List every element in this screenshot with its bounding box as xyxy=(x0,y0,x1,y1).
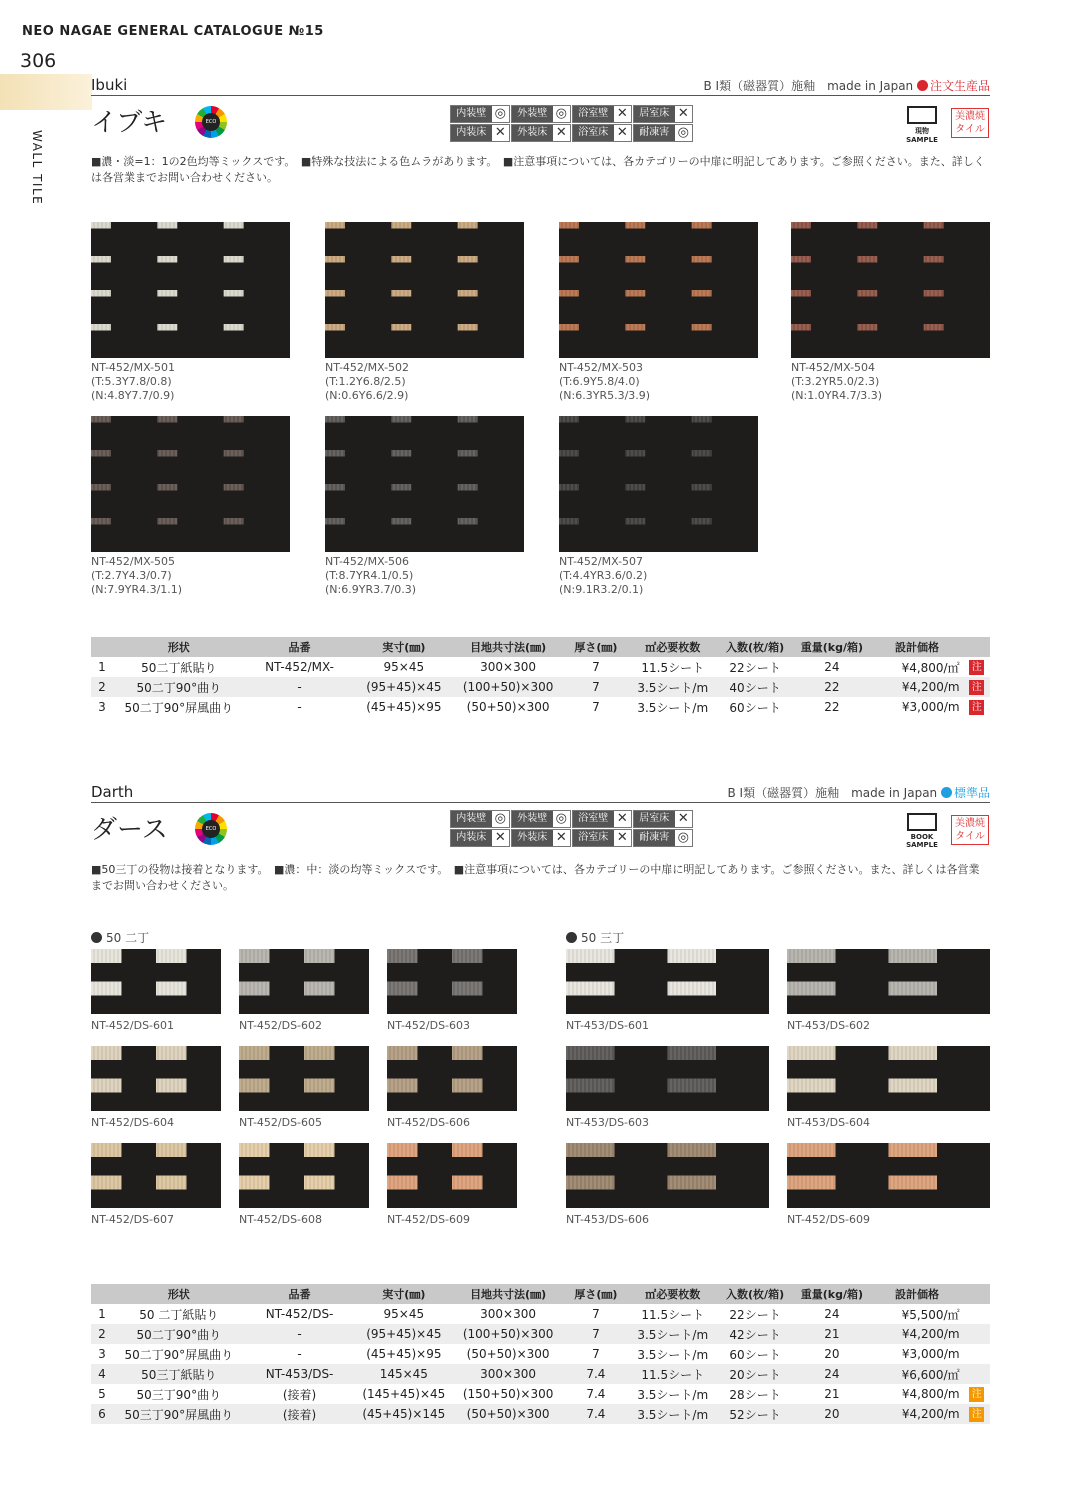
tile-code: NT-452/DS-607 xyxy=(91,1213,175,1226)
page-tab-bar xyxy=(0,74,92,110)
table-cell: 3.5シート/m xyxy=(629,1404,717,1424)
table-cell: (100+50)×300 xyxy=(453,1324,563,1344)
mino-tile-badge: 美濃焼 タイル xyxy=(951,108,989,138)
usage-cell xyxy=(633,810,693,828)
tile-swatch xyxy=(91,416,290,552)
bullet-icon xyxy=(566,932,577,943)
note-badge-cell xyxy=(964,697,990,717)
table-cell: 22 xyxy=(793,677,870,697)
table-cell: 1 xyxy=(98,660,106,674)
note-badge-cell xyxy=(964,657,990,677)
table-cell: 300×300 xyxy=(480,660,537,674)
table-cell: 22シート xyxy=(729,1307,781,1322)
table-header-cell: ㎡必要枚数 xyxy=(629,637,717,657)
table-cell: 22 xyxy=(824,700,840,714)
darth-spec-table xyxy=(91,1284,990,1424)
tile-code: NT-452/MX-503 xyxy=(559,361,644,374)
table-cell: (接着) xyxy=(282,1387,317,1402)
usage-label: 居室床 xyxy=(634,106,675,122)
table-header-cell: 品番 xyxy=(245,637,355,657)
usage-label: 内装壁 xyxy=(451,811,492,827)
tile-swatch xyxy=(239,1143,369,1208)
table-cell: 24 xyxy=(824,1307,840,1321)
tile-code: NT-452/DS-604 xyxy=(91,1116,175,1129)
usage-label: 耐凍害 xyxy=(634,125,675,141)
table-cell: 50三丁90°曲り xyxy=(136,1387,222,1402)
tile-color-t: (T:6.9Y5.8/4.0) xyxy=(559,375,640,388)
ibuki-note: ■濃・淡=1：1の2色均等ミックスです。 ■特殊な技法による色ムラがあります。 ■注意事項については、各カテゴリーの中扉に明記してあります。ご参照ください。また、詳しくは各営業までお問い合わせください。 xyxy=(91,155,985,184)
table-cell: 95×45 xyxy=(383,1307,425,1321)
table-cell: (45+45)×95 xyxy=(366,1347,442,1361)
table-header-cell xyxy=(964,1284,990,1304)
table-cell: 20シート xyxy=(717,1364,794,1384)
usage-label: 浴室壁 xyxy=(573,811,614,827)
note-badge-cell xyxy=(964,1364,990,1384)
tile-swatch xyxy=(91,1046,221,1111)
table-header-cell: 重量(kg/箱) xyxy=(793,1284,870,1304)
table-cell: 7 xyxy=(563,1324,629,1344)
tile-swatch xyxy=(239,1046,369,1111)
table-header-cell: 入数(枚/箱) xyxy=(717,1284,794,1304)
table-header-cell: ㎡必要枚数 xyxy=(629,1284,717,1304)
darth-meta xyxy=(727,784,990,801)
table-header-cell: 品番 xyxy=(245,1284,355,1304)
table-cell: ¥3,000/m xyxy=(901,1347,960,1361)
ibuki-name-jp: イブキ xyxy=(91,108,168,138)
table-cell: 145×45 xyxy=(354,1364,453,1384)
tile-color-t: (T:2.7Y4.3/0.7) xyxy=(91,569,172,582)
suitable-icon: ◎ xyxy=(553,106,570,122)
table-cell: - xyxy=(297,1347,302,1361)
unsuitable-icon: ✕ xyxy=(675,811,692,827)
usage-label: 居室床 xyxy=(634,811,675,827)
table-cell: 40シート xyxy=(717,677,794,697)
tile-swatch xyxy=(91,222,290,358)
tile-code: NT-452/DS-609 xyxy=(387,1213,471,1226)
table-cell: (50+50)×300 xyxy=(453,1404,563,1424)
table-cell: 3.5シート/m xyxy=(637,1387,709,1402)
table-cell: 50二丁90°曲り xyxy=(113,1324,245,1344)
group-label-50-nicho: 50 二丁 xyxy=(91,929,149,946)
usage-cell xyxy=(450,124,510,142)
tile-color-t: (T:1.2Y6.8/2.5) xyxy=(325,375,406,388)
table-cell: 7.4 xyxy=(563,1404,629,1424)
table-header-cell: 形状 xyxy=(113,1284,245,1304)
table-cell: 7.4 xyxy=(563,1364,629,1384)
tile-swatch xyxy=(787,1046,990,1111)
table-cell: (50+50)×300 xyxy=(466,1347,550,1361)
page-number: 306 xyxy=(20,50,57,72)
darth-title-row xyxy=(91,783,990,803)
eco-friendly-icon: ECO friendly xyxy=(195,106,227,138)
table-row xyxy=(91,1404,990,1424)
caution-badge: 注 xyxy=(969,660,984,675)
table-row xyxy=(91,697,990,717)
usage-label: 浴室壁 xyxy=(573,106,614,122)
table-cell: 5 xyxy=(98,1387,106,1401)
table-header-cell: 形状 xyxy=(113,637,245,657)
table-cell: 2 xyxy=(91,1324,113,1344)
table-cell: 7 xyxy=(592,1347,600,1361)
table-header-cell xyxy=(964,637,990,657)
table-header-cell xyxy=(91,637,113,657)
note-badge-cell xyxy=(964,1404,990,1424)
tile-swatch xyxy=(239,949,369,1014)
table-cell: 300×300 xyxy=(453,1364,563,1384)
table-cell: ¥6,600/㎡ xyxy=(870,1364,963,1384)
note-badge-cell xyxy=(964,1304,990,1324)
tile-color-t: (T:3.2YR5.0/2.3) xyxy=(791,375,880,388)
table-cell: 11.5シート xyxy=(629,1364,717,1384)
table-cell: 52シート xyxy=(717,1404,794,1424)
table-cell: 20 xyxy=(793,1404,870,1424)
table-cell: 24 xyxy=(793,1364,870,1384)
caution-badge: 注 xyxy=(969,680,984,695)
table-cell: 2 xyxy=(91,677,113,697)
table-cell: - xyxy=(245,677,355,697)
usage-label: 外装床 xyxy=(512,830,553,846)
tile-code: NT-452/DS-608 xyxy=(239,1213,323,1226)
tile-swatch xyxy=(387,1143,517,1208)
tile-code: NT-452/DS-605 xyxy=(239,1116,323,1129)
tile-code: NT-452/MX-502 xyxy=(325,361,410,374)
table-header-cell: 実寸(㎜) xyxy=(354,637,453,657)
unsuitable-icon: ✕ xyxy=(614,830,631,846)
unsuitable-icon: ✕ xyxy=(614,811,631,827)
table-cell: ¥3,000/m xyxy=(901,700,960,714)
table-cell: 6 xyxy=(91,1404,113,1424)
table-cell: ¥4,800/m xyxy=(901,1387,960,1401)
ibuki-section xyxy=(91,76,990,196)
table-cell: 28シート xyxy=(729,1387,781,1402)
usage-cell xyxy=(450,810,510,828)
usage-cell xyxy=(633,124,693,142)
usage-cell xyxy=(572,829,632,847)
usage-cell xyxy=(572,124,632,142)
tile-swatch xyxy=(91,1143,221,1208)
table-cell: 3.5シート/m xyxy=(637,700,709,715)
table-header-cell: 設計価格 xyxy=(870,637,963,657)
table-cell: 50二丁90°屏風曲り xyxy=(124,700,234,715)
table-cell: NT-452/DS- xyxy=(265,1307,334,1321)
tile-color-n: (N:6.3YR5.3/3.9) xyxy=(559,389,651,402)
table-cell: 7 xyxy=(592,660,600,674)
darth-name-en: Darth xyxy=(91,783,134,801)
ibuki-spec: B Ⅰ類（磁器質）施釉 made in Japan xyxy=(703,79,914,93)
table-cell: 22シート xyxy=(729,660,781,675)
ibuki-title-row xyxy=(91,76,990,96)
tile-code: NT-452/DS-609 xyxy=(787,1213,871,1226)
darth-usage-grid xyxy=(450,810,693,847)
table-cell: - xyxy=(297,700,302,714)
table-cell: 50二丁90°屏風曲り xyxy=(124,1347,234,1362)
unsuitable-icon: ✕ xyxy=(492,830,509,846)
table-cell: 50二丁紙貼り xyxy=(141,660,217,675)
table-cell: 60シート xyxy=(729,1347,781,1362)
mino-tile-badge: 美濃焼 タイル xyxy=(951,815,989,845)
table-cell: 24 xyxy=(824,660,840,674)
table-header-cell xyxy=(91,1284,113,1304)
group-label-50-sancho: 50 三丁 xyxy=(566,929,624,946)
usage-cell xyxy=(572,810,632,828)
tile-code: NT-452/MX-504 xyxy=(791,361,876,374)
darth-note: ■50三丁の役物は接着となります。 ■濃：中：淡の均等ミックスです。 ■注意事項については、各カテゴリーの中扉に明記してあります。ご参照ください。また、詳しくは各営業までお問い合わせください。 xyxy=(91,863,980,892)
tile-color-t: (T:5.3Y7.8/0.8) xyxy=(91,375,172,388)
table-row xyxy=(91,1324,990,1344)
table-cell: 300×300 xyxy=(480,1307,537,1321)
catalog-title: NEO NAGAE GENERAL CATALOGUE №15 xyxy=(22,24,324,39)
bullet-icon xyxy=(91,932,102,943)
tile-code: NT-453/DS-603 xyxy=(566,1116,650,1129)
tile-swatch xyxy=(91,949,221,1014)
table-row xyxy=(91,1364,990,1384)
note-badge-cell xyxy=(964,1324,990,1344)
unsuitable-icon: ✕ xyxy=(614,125,631,141)
table-header-cell: 厚さ(㎜) xyxy=(563,1284,629,1304)
usage-label: 外装床 xyxy=(512,125,553,141)
usage-label: 内装床 xyxy=(451,125,492,141)
tile-code: NT-453/DS-601 xyxy=(566,1019,650,1032)
caution-badge: 注 xyxy=(969,700,984,715)
caution-badge: 注 xyxy=(969,1407,984,1422)
table-cell: 7.4 xyxy=(586,1387,606,1401)
table-row xyxy=(91,657,990,677)
usage-label: 外装壁 xyxy=(512,106,553,122)
table-cell: 50三丁90°屏風曲り xyxy=(113,1404,245,1424)
tile-color-n: (N:0.6Y6.6/2.9) xyxy=(325,389,409,402)
tile-swatch xyxy=(791,222,990,358)
table-cell: 42シート xyxy=(717,1324,794,1344)
table-row xyxy=(91,1304,990,1324)
unsuitable-icon: ✕ xyxy=(492,125,509,141)
table-cell: 7 xyxy=(592,700,600,714)
suitable-icon: ◎ xyxy=(553,811,570,827)
tile-code: NT-453/DS-602 xyxy=(787,1019,871,1032)
table-cell: (95+45)×45 xyxy=(354,1324,453,1344)
tile-swatch xyxy=(566,1046,769,1111)
table-header-cell: 設計価格 xyxy=(870,1284,963,1304)
table-cell: 21 xyxy=(824,1387,840,1401)
table-cell: 1 xyxy=(98,1307,106,1321)
table-cell: 7 xyxy=(592,1307,600,1321)
tile-code: NT-452/DS-602 xyxy=(239,1019,323,1032)
tile-color-n: (N:9.1R3.2/0.1) xyxy=(559,583,644,596)
status-dot-icon xyxy=(917,80,928,91)
table-cell: 3.5シート/m xyxy=(629,677,717,697)
usage-cell xyxy=(633,105,693,123)
suitable-icon: ◎ xyxy=(492,811,509,827)
table-cell: 20 xyxy=(824,1347,840,1361)
unsuitable-icon: ✕ xyxy=(553,830,570,846)
tile-color-n: (N:6.9YR3.7/0.3) xyxy=(325,583,417,596)
tile-swatch xyxy=(325,416,524,552)
tile-code: NT-453/DS-604 xyxy=(787,1116,871,1129)
table-cell: 50二丁90°曲り xyxy=(113,677,245,697)
tile-swatch xyxy=(387,1046,517,1111)
darth-section xyxy=(91,783,990,903)
tile-code: NT-452/DS-606 xyxy=(387,1116,471,1129)
table-header-cell: 目地共寸法(㎜) xyxy=(453,1284,563,1304)
unsuitable-icon: ✕ xyxy=(675,106,692,122)
tile-swatch xyxy=(566,949,769,1014)
usage-label: 耐凍害 xyxy=(634,830,675,846)
tile-code: NT-452/MX-501 xyxy=(91,361,176,374)
suitable-icon: ◎ xyxy=(675,830,692,846)
usage-cell xyxy=(511,829,571,847)
usage-label: 浴室床 xyxy=(573,830,614,846)
usage-cell xyxy=(511,105,571,123)
caution-badge: 注 xyxy=(969,1387,984,1402)
darth-status: 標準品 xyxy=(953,786,990,800)
tile-code: NT-453/DS-606 xyxy=(566,1213,650,1226)
book-sample-icon: BOOK SAMPLE xyxy=(901,813,943,849)
table-header-cell: 目地共寸法(㎜) xyxy=(453,637,563,657)
tile-code: NT-452/MX-507 xyxy=(559,555,644,568)
tile-code: NT-452/MX-506 xyxy=(325,555,410,568)
table-header-row xyxy=(91,637,990,657)
table-row xyxy=(91,1384,990,1404)
table-cell: (45+45)×95 xyxy=(366,700,442,714)
usage-cell xyxy=(450,829,510,847)
table-cell: ¥4,800/㎡ xyxy=(901,660,960,675)
table-cell: 11.5シート xyxy=(641,660,705,675)
table-cell: (145+45)×45 xyxy=(362,1387,446,1401)
tile-code: NT-452/MX-505 xyxy=(91,555,176,568)
table-cell: (45+45)×145 xyxy=(354,1404,453,1424)
table-cell: 60シート xyxy=(729,700,781,715)
suitable-icon: ◎ xyxy=(492,106,509,122)
tile-color-n: (N:7.9YR4.3/1.1) xyxy=(91,583,183,596)
table-cell: 11.5シート xyxy=(641,1307,705,1322)
tile-code: NT-452/DS-603 xyxy=(387,1019,471,1032)
ibuki-usage-grid xyxy=(450,105,693,142)
usage-label: 浴室床 xyxy=(573,125,614,141)
table-cell: 3.5シート/m xyxy=(637,1347,709,1362)
table-cell: 21 xyxy=(793,1324,870,1344)
table-header-cell: 入数(枚/箱) xyxy=(717,637,794,657)
ibuki-meta xyxy=(703,77,990,94)
usage-cell xyxy=(511,810,571,828)
tile-swatch xyxy=(566,1143,769,1208)
tile-swatch xyxy=(787,1143,990,1208)
ibuki-status: 注文生産品 xyxy=(929,79,990,93)
eco-friendly-icon: ECO friendly xyxy=(195,813,227,845)
usage-cell xyxy=(511,124,571,142)
table-cell: 3 xyxy=(98,1347,106,1361)
note-badge-cell xyxy=(964,1344,990,1364)
table-header-cell: 厚さ(㎜) xyxy=(563,637,629,657)
ibuki-spec-table xyxy=(91,637,990,717)
ibuki-name-en: Ibuki xyxy=(91,76,128,94)
table-cell: (150+50)×300 xyxy=(462,1387,554,1401)
table-cell: 95×45 xyxy=(383,660,425,674)
tile-swatch xyxy=(787,949,990,1014)
darth-spec: B Ⅰ類（磁器質）施釉 made in Japan xyxy=(727,786,938,800)
table-cell: ¥4,200/m xyxy=(870,1324,963,1344)
table-cell: - xyxy=(245,1324,355,1344)
table-row xyxy=(91,677,990,697)
table-cell: NT-453/DS- xyxy=(245,1364,355,1384)
tile-swatch xyxy=(387,949,517,1014)
table-cell: (50+50)×300 xyxy=(466,700,550,714)
usage-cell xyxy=(572,105,632,123)
tile-swatch xyxy=(559,222,758,358)
tile-swatch xyxy=(559,416,758,552)
note-badge-cell xyxy=(964,1384,990,1404)
tile-color-n: (N:1.0YR4.7/3.3) xyxy=(791,389,883,402)
tile-color-n: (N:4.8Y7.7/0.9) xyxy=(91,389,175,402)
table-header-row xyxy=(91,1284,990,1304)
status-dot-icon xyxy=(941,787,952,798)
table-cell: (接着) xyxy=(245,1404,355,1424)
table-cell: 4 xyxy=(91,1364,113,1384)
tile-swatch xyxy=(325,222,524,358)
unsuitable-icon: ✕ xyxy=(614,106,631,122)
table-row xyxy=(91,1344,990,1364)
table-cell: ¥4,200/m xyxy=(870,1404,963,1424)
table-cell: ¥5,500/㎡ xyxy=(901,1307,960,1322)
usage-label: 内装床 xyxy=(451,830,492,846)
table-header-cell: 重量(kg/箱) xyxy=(793,637,870,657)
tile-color-t: (T:4.4YR3.6/0.2) xyxy=(559,569,648,582)
side-label: WALL TILE xyxy=(30,130,44,206)
table-cell: (95+45)×45 xyxy=(354,677,453,697)
tile-code: NT-452/DS-601 xyxy=(91,1019,175,1032)
note-badge-cell xyxy=(964,677,990,697)
real-sample-icon: 現物SAMPLE xyxy=(901,106,943,144)
table-cell: ¥4,200/m xyxy=(870,677,963,697)
table-header-cell: 実寸(㎜) xyxy=(354,1284,453,1304)
table-cell: 3.5シート/m xyxy=(629,1324,717,1344)
suitable-icon: ◎ xyxy=(675,125,692,141)
usage-label: 外装壁 xyxy=(512,811,553,827)
usage-cell xyxy=(633,829,693,847)
table-cell: 3 xyxy=(98,700,106,714)
usage-cell xyxy=(450,105,510,123)
table-cell: 7 xyxy=(563,677,629,697)
table-cell: NT-452/MX- xyxy=(265,660,334,674)
table-cell: (100+50)×300 xyxy=(453,677,563,697)
usage-label: 内装壁 xyxy=(451,106,492,122)
darth-name-jp: ダース xyxy=(91,815,168,845)
table-cell: 50三丁紙貼り xyxy=(113,1364,245,1384)
unsuitable-icon: ✕ xyxy=(553,125,570,141)
table-cell: 50 二丁紙貼り xyxy=(139,1307,219,1322)
tile-color-t: (T:8.7YR4.1/0.5) xyxy=(325,569,414,582)
